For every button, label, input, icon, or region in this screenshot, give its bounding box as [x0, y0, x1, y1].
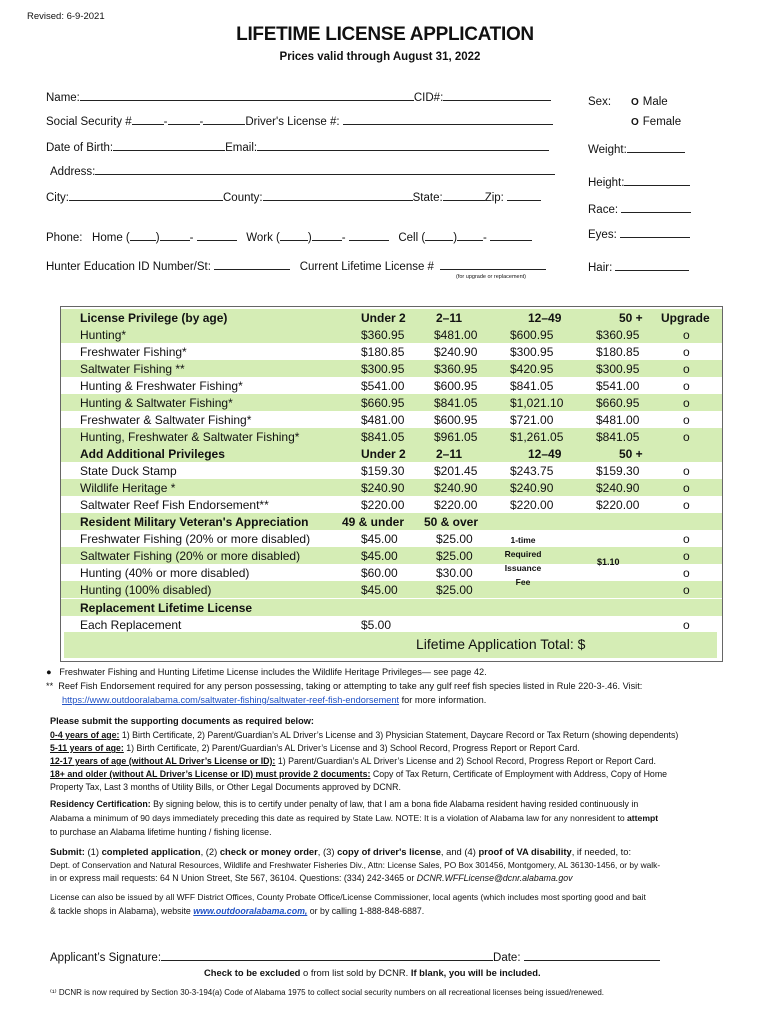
total-row [64, 632, 717, 658]
price-cell: $201.45 [434, 464, 478, 478]
privilege-name: Saltwater Fishing (20% or more disabled) [80, 549, 301, 563]
price-cell: $481.00 [596, 413, 640, 427]
issuance-fee-note: 1-time Required Issuance Fee [504, 535, 542, 587]
docs-5-11: 5-11 years of age: 1) Birth Certificate, 2) Parent/Guardian’s AL Driver’s License and 3) School Record, Progress Report or Report Card. [50, 743, 580, 753]
price-cell: $240.90 [510, 481, 554, 495]
price-cell: $159.30 [361, 464, 405, 478]
dl-label: Driver's License #: [245, 116, 340, 128]
privilege-name: Hunting, Freshwater & Saltwater Fishing* [80, 430, 300, 444]
zip-label: Zip: [484, 192, 504, 204]
upgrade-checkbox[interactable]: o [683, 532, 690, 546]
price-cell: $220.00 [510, 498, 554, 512]
upgrade-checkbox[interactable]: o [683, 413, 690, 427]
price-cell: $660.95 [596, 396, 640, 410]
price-cell: $45.00 [361, 549, 398, 563]
submit-line1: Submit: (1) completed application, (2) check or money order, (3) copy of driver's license, and (4) proof of VA disability, if needed, to: [50, 846, 632, 857]
price-cell: $240.90 [596, 481, 640, 495]
price-cell: $220.00 [434, 498, 478, 512]
table-row [61, 496, 722, 513]
county-label: County: [223, 192, 263, 204]
table-row [61, 377, 722, 394]
total-label: Lifetime Application Total: $ [416, 636, 586, 652]
city-label: City: [46, 192, 69, 204]
price-cell: $300.95 [596, 362, 640, 376]
upgrade-checkbox[interactable]: o [683, 379, 690, 393]
price-cell: $45.00 [361, 532, 398, 546]
upgrade-note: (for upgrade or replacement) [456, 274, 527, 280]
privilege-name: Freshwater & Saltwater Fishing* [80, 413, 252, 427]
docs-12-17: 12-17 years of age (without AL Driver’s License or ID): 1) Parent/Guardian’s AL Driver’s License and 2) School Record, Progress Report or Report Card. [50, 756, 656, 766]
cid-label: CID#: [413, 92, 444, 104]
price-cell: $420.95 [510, 362, 554, 376]
upgrade-checkbox[interactable]: o [683, 549, 690, 563]
upgrade-checkbox[interactable]: o [683, 481, 690, 495]
name-label: Name: [46, 92, 80, 104]
table-row [61, 326, 722, 343]
privilege-name: State Duck Stamp [80, 464, 177, 478]
city-county-state-field[interactable] [46, 189, 541, 204]
revised-date: Revised: 6-9-2021 [27, 11, 105, 22]
docs-18: 18+ and older (without AL Driver’s License or ID) must provide 2 documents: Copy of Tax Return, Certificate of Employment with Address, Copy of Home [50, 769, 668, 779]
price-cell: $300.95 [361, 362, 405, 376]
weight-field[interactable]: Weight: [588, 141, 685, 156]
price-cell: $541.00 [596, 379, 640, 393]
upgrade-checkbox[interactable]: o [683, 396, 690, 410]
upgrade-checkbox[interactable]: o [683, 583, 690, 597]
male-radio-icon[interactable]: O [631, 97, 639, 108]
privilege-name: Freshwater Fishing (20% or more disabled) [80, 532, 311, 546]
state-label: State: [412, 192, 443, 204]
price-cell: $25.00 [436, 549, 473, 563]
price-cell: $240.90 [434, 481, 478, 495]
price-cell: $541.00 [361, 379, 405, 393]
residency-line2: Alabama a minimum of 90 days immediately preceding this date as required by State Law. NOTE: It is a violation of Alabama law for any nonresident to attempt [50, 813, 659, 823]
price-cell: $600.95 [434, 379, 478, 393]
price-cell: $360.95 [361, 328, 405, 342]
price-cell: $180.85 [361, 345, 405, 359]
price-cell: $841.05 [510, 379, 554, 393]
residency-line1: Residency Certification: By signing below, this is to certify under penalty of law, that I am a bona fide Alabama resident having resided continuously in [50, 799, 639, 809]
ssn-label: Social Security # [46, 116, 132, 128]
privilege-name: Hunting & Freshwater Fishing* [80, 379, 243, 393]
reef-fish-link[interactable]: https://www.outdooralabama.com/saltwater-fishing/saltwater-reef-fish-endorsement [62, 695, 400, 705]
dcnr-email[interactable]: DCNR.WFFLicense@dcnr.alabama.gov [416, 873, 573, 883]
price-cell: $841.05 [596, 430, 640, 444]
price-cell: $360.95 [434, 362, 478, 376]
page-title: LIFETIME LICENSE APPLICATION [236, 24, 534, 45]
issuance-fee-amount: $1.10 [597, 557, 620, 567]
exclude-option[interactable]: Check to be excluded o from list sold by DCNR. If blank, you will be included. [204, 967, 541, 978]
race-field[interactable]: Race: [588, 201, 691, 216]
home-label: Home [92, 232, 123, 244]
signature-line[interactable]: Applicant’s Signature: Date: [50, 949, 660, 964]
phone-label: Phone: [46, 232, 83, 244]
upgrade-checkbox[interactable]: o [683, 498, 690, 512]
price-cell: $220.00 [361, 498, 405, 512]
price-cell: $1,021.10 [510, 396, 564, 410]
price-cell: $240.90 [361, 481, 405, 495]
eyes-field[interactable]: Eyes: [588, 226, 690, 241]
sex-female-option[interactable]: O Female [631, 116, 682, 128]
upgrade-checkbox[interactable]: o [683, 362, 690, 376]
price-cell: $243.75 [510, 464, 554, 478]
price-cell: $660.95 [361, 396, 405, 410]
dob-email-field[interactable] [46, 139, 549, 154]
ssn-field[interactable]: Social Security # - - Driver's License #: [46, 113, 553, 128]
price-cell: $721.00 [510, 413, 554, 427]
table-section-header: Replacement Lifetime License [61, 599, 722, 616]
upgrade-checkbox[interactable]: o [683, 464, 690, 478]
price-cell: $600.95 [510, 328, 554, 342]
privilege-name: Hunting (40% or more disabled) [80, 566, 250, 580]
note-reef-fish: ** Reef Fish Endorsement required for any person possessing, taking or attempting to take any gulf reef fish species listed in Rule 220-3-.46. Visit: [46, 681, 643, 691]
address-field[interactable] [50, 163, 555, 178]
table-header: License Privilege (by age) Under 2 2–11 12–49 50 + Upgrade [61, 309, 722, 326]
license-issue-line1: License can also be issued by all WFF District Offices, County Probate Office/License Commissioner, local agents (which includes most sporting good and bait [50, 892, 646, 902]
table-row [61, 547, 722, 564]
license-issue-line2: & tackle shops in Alabama), website www.outdooralabama.com, or by calling 1-888-848-6887. [50, 906, 425, 916]
privilege-name: Freshwater Fishing* [80, 345, 187, 359]
price-cell: $481.00 [434, 328, 478, 342]
table-row [61, 360, 722, 377]
table-section-header: Add Additional Privileges Under 2 2–11 12–49 50 + [61, 445, 722, 462]
table-row [61, 411, 722, 428]
price-cell: $841.05 [361, 430, 405, 444]
price-cell: $600.95 [434, 413, 478, 427]
phone-field[interactable]: Phone: Home ( ) - Work ( ) - Cell ( ) - [46, 229, 532, 244]
footnote: ⁽¹⁾ DCNR is now required by Section 30-3-194(a) Code of Alabama 1975 to collect social security numbers on all recreational licenses being issued/renewed. [50, 988, 604, 997]
hair-field[interactable]: Hair: [588, 259, 689, 274]
privilege-name: Hunting* [80, 328, 127, 342]
privilege-name: Saltwater Fishing ** [80, 362, 185, 376]
price-cell: $961.05 [434, 430, 478, 444]
upgrade-checkbox[interactable]: o [683, 328, 690, 342]
outdooralabama-link[interactable]: www.outdooralabama.com, [193, 906, 308, 916]
sex-label: Sex: [588, 96, 612, 108]
privilege-name: Hunting (100% disabled) [80, 583, 212, 597]
table-row: Each Replacement $5.00 o [80, 618, 690, 632]
price-cell: $25.00 [436, 532, 473, 546]
privilege-name: Wildlife Heritage * [80, 481, 176, 495]
table-row [61, 530, 722, 547]
price-cell: $60.00 [361, 566, 398, 580]
cell-label: Cell [398, 232, 419, 244]
upgrade-checkbox[interactable]: o [683, 566, 690, 580]
note-heritage: ● Freshwater Fishing and Hunting Lifetime License includes the Wildlife Heritage Privileges— see page 42. [46, 667, 487, 677]
price-cell: $481.00 [361, 413, 405, 427]
price-cell: $25.00 [436, 583, 473, 597]
license-price-table [60, 306, 723, 662]
replacement-checkbox[interactable]: o [683, 618, 690, 632]
upgrade-checkbox[interactable]: o [683, 345, 690, 359]
dob-label: Date of Birth: [46, 142, 114, 154]
female-radio-icon[interactable]: O [631, 117, 639, 128]
residency-line3: to purchase an Alabama lifetime hunting / fishing license. [50, 827, 272, 837]
docs-heading: Please submit the supporting documents as required below: [50, 716, 314, 726]
table-row [61, 462, 722, 479]
height-field[interactable]: Height: [588, 174, 690, 189]
table-row [61, 428, 722, 445]
email-label: Email: [225, 142, 258, 154]
price-cell: $240.90 [434, 345, 478, 359]
work-label: Work [246, 232, 273, 244]
address-label: Address: [50, 166, 96, 178]
table-row [61, 394, 722, 411]
name-field[interactable] [46, 89, 551, 104]
current-license-label: Current Lifetime License # [299, 261, 434, 273]
hunter-ed-label: Hunter Education ID Number/St: [46, 261, 211, 273]
price-cell: $30.00 [436, 566, 473, 580]
price-cell: $159.30 [596, 464, 640, 478]
price-cell: $841.05 [434, 396, 478, 410]
submit-line2: Dept. of Conservation and Natural Resources, Wildlife and Freshwater Fisheries Div., Attn: License Sales, PO Box 301456, Montgomery, AL 36130-1456, or by walk- [50, 860, 661, 870]
price-cell: $45.00 [361, 583, 398, 597]
submit-line3: in or express mail requests: 64 N Union Street, Ste 567, 36104. Questions: (334) 242-3465 or DCNR.WFFLicense@dcnr.alabama.gov [50, 873, 573, 883]
page-subtitle: Prices valid through August 31, 2022 [279, 51, 481, 63]
hunter-ed-field[interactable] [46, 258, 546, 273]
table-section-header: Resident Military Veteran's Appreciation 49 & under 50 & over [61, 513, 722, 530]
privilege-name: Saltwater Reef Fish Endorsement** [80, 498, 269, 512]
price-cell: $360.95 [596, 328, 640, 342]
privilege-name: Hunting & Saltwater Fishing* [80, 396, 233, 410]
table-row [61, 343, 722, 360]
note-reef-fish-link-line: https://www.outdooralabama.com/saltwater-fishing/saltwater-reef-fish-endorsement for more information. [62, 695, 487, 705]
table-row [61, 581, 722, 598]
table-row [61, 479, 722, 496]
price-cell: $180.85 [596, 345, 640, 359]
table-row [61, 564, 722, 581]
upgrade-checkbox[interactable]: o [683, 430, 690, 444]
sex-male-option[interactable]: O Male [631, 96, 668, 108]
price-cell: $1,261.05 [510, 430, 564, 444]
docs-0-4: 0-4 years of age: 1) Birth Certificate, 2) Parent/Guardian’s AL Driver’s License and 3) Physician Statement, Daycare Record or Tax Return (showing dependents) [50, 730, 679, 740]
docs-18-cont: Property Tax, Last 3 months of Utility Bills, or Other Legal Documents approved by DCNR. [50, 782, 401, 792]
price-cell: $220.00 [596, 498, 640, 512]
price-cell: $300.95 [510, 345, 554, 359]
